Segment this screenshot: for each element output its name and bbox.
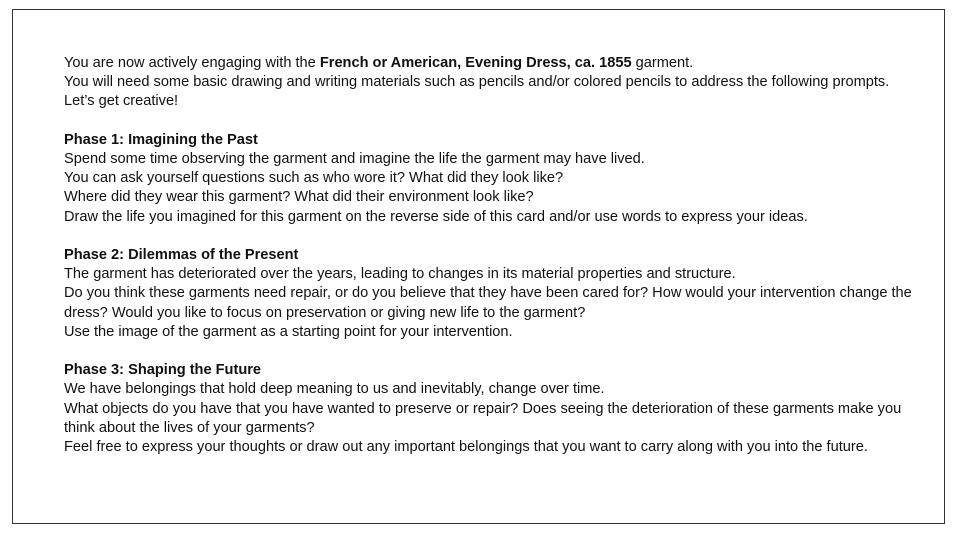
intro-lead: You are now actively engaging with the: [64, 55, 320, 71]
phase1-line-1: Spend some time observing the garment and imagine the life the garment may have lived.: [64, 151, 645, 167]
phase3-line-3: Feel free to express your thoughts or draw out any important belongings that you want to carry along with you into the future.: [64, 439, 868, 456]
intro-tail: garment.: [631, 55, 694, 71]
garment-title: French or American, Evening Dress, ca. 1855: [319, 55, 632, 71]
phase3-line-2: What objects do you have that you have wanted to preserve or repair? Does seeing the deterioration of these garments make you think about the lives of your garments?: [64, 400, 902, 436]
spacer: [64, 112, 914, 131]
spacer: [64, 227, 914, 246]
phase3-line-1: We have belongings that hold deep meaning to us and inevitably, change over time.: [64, 381, 605, 398]
phase2-line-1: The garment has deteriorated over the years, leading to changes in its material properties and structure.: [64, 266, 736, 283]
phase2-line-2: Do you think these garments need repair, or do you believe that they have been cared for? How would your intervention change the dress? Would you like to focus on preservation or giving new life to the garment?: [64, 285, 912, 321]
phase2-line-3: Use the image of the garment as a starting point for your intervention.: [64, 323, 513, 340]
intro-line-2: You will need some basic drawing and writing materials such as pencils and/or colored pencils to address the following prompts. Let’s get creative!: [64, 74, 890, 110]
phase1-line-2: You can ask yourself questions such as who wore it? What did they look like?: [64, 170, 564, 187]
phase2-title: Phase 2: Dilemmas of the Present: [64, 247, 299, 263]
phase1-title: Phase 1: Imagining the Past: [64, 131, 258, 148]
spacer: [64, 342, 914, 361]
intro-line-1: [64, 54, 914, 73]
phase3-title: Phase 3: Shaping the Future: [64, 362, 262, 379]
phase1-line-4: Draw the life you imagined for this garment on the reverse side of this card and/or use words to express your ideas.: [64, 208, 808, 225]
prompt-text: [64, 54, 914, 457]
phase1-line-3: Where did they wear this garment? What did their environment look like?: [64, 189, 534, 206]
prompt-card: [12, 9, 945, 524]
